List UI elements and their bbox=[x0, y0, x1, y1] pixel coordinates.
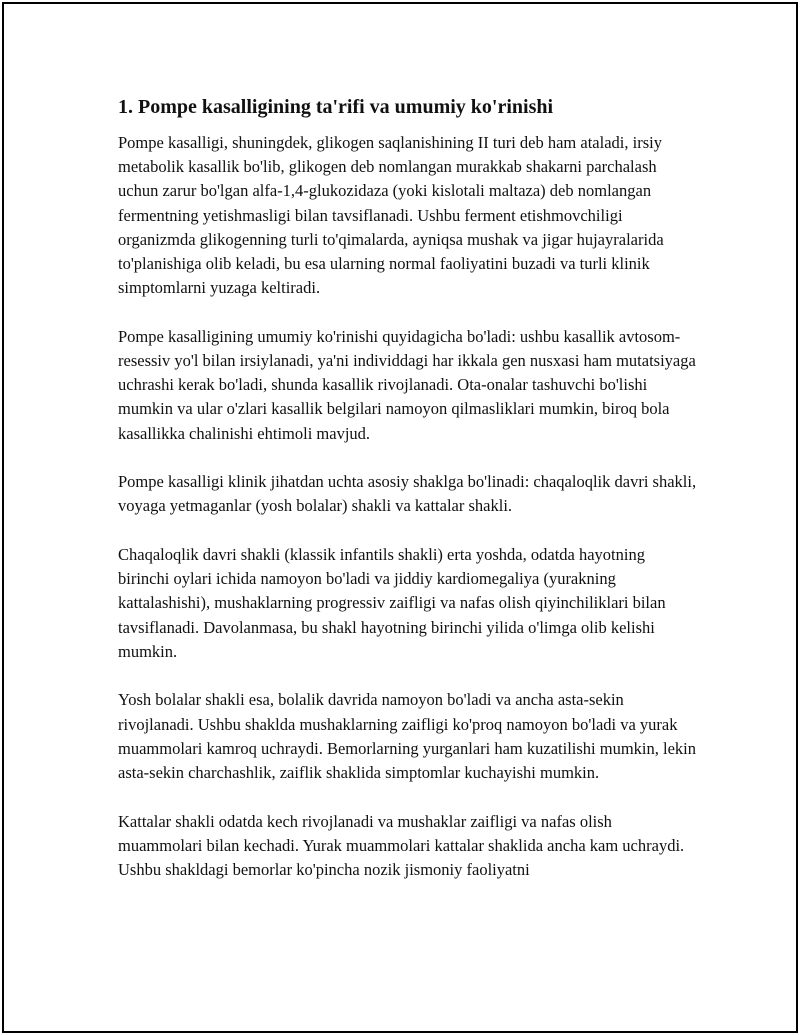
paragraph-infantile-form: Chaqaloqlik davri shakli (klassik infantils shakli) erta yoshda, odatda hayotning birinchi oylari ichida namoyon bo'ladi va jiddiy kardiomegaliya (yurakning kattalashishi), mushaklarning progressiv zaifligi va nafas olish qiyinchiliklari bilan tavsiflanadi. Davolanmasa, bu shakl hayotning birinchi yilida o'limga olib kelishi mumkin. bbox=[118, 545, 666, 661]
section-heading: 1. Pompe kasalligining ta'rifi va umumiy ko'rinishi bbox=[118, 96, 554, 118]
paragraph-clinical-forms: Pompe kasalligi klinik jihatdan uchta asosiy shaklga bo'linadi: chaqaloqlik davri shakli, voyaga yetmaganlar (yosh bolalar) shakli va kattalar shakli. bbox=[118, 472, 697, 516]
paragraph-definition: Pompe kasalligi, shuningdek, glikogen saqlanishining II turi deb ham ataladi, irsiy metabolik kasallik bo'lib, glikogen deb nomlangan murakkab shakarni parchalash uchun zarur bo'lgan alfa-1,4-glukozidaza (yoki kislotali maltaza) deb nomlangan fermentning yetishmasligi bilan tavsiflanadi. Ushbu ferment etishmovchiligi organizmda glikogenning turli to'qimalarda, ayniqsa mushak va jigar hujayralarida to'planishiga olib keladi, bu esa ularning normal faoliyatini buzadi va turli klinik simptomlarni yuzaga keltiradi. bbox=[118, 133, 664, 298]
paragraph-adult-form: Kattalar shakli odatda kech rivojlanadi va mushaklar zaifligi va nafas olish muammolari bilan kechadi. Yurak muammolari kattalar shaklida ancha kam uchraydi. Ushbu shakldagi bemorlar ko'pincha nozik jismoniy faoliyatni bbox=[118, 811, 685, 880]
paragraph-inheritance: Pompe kasalligining umumiy ko'rinishi quyidagicha bo'ladi: ushbu kasallik avtosom-resessiv yo'l bilan irsiylanadi, ya'ni individdagi har ikkala gen nusxasi ham mutatsiyaga uchrashi kerak bo'ladi, shunda kasallik rivojlanadi. Ota-onalar tashuvchi bo'lishi mumkin va ular o'zlari kasallik belgilari namoyon qilmasliklari mumkin, biroq bola kasallikka chalinishi ehtimoli mavjud. bbox=[118, 326, 696, 443]
document-body bbox=[118, 94, 698, 907]
paragraph-juvenile-form: Yosh bolalar shakli esa, bolalik davrida namoyon bo'ladi va ancha asta-sekin rivojlanadi. Ushbu shaklda mushaklarning zaifligi ko'proq namoyon bo'ladi va yurak muammolari kamroq uchraydi. Bemorlarning yurganlari ham kuzatilishi mumkin, lekin asta-sekin charchashlik, zaiflik shaklida simptomlar kuchayishi mumkin. bbox=[118, 690, 696, 783]
